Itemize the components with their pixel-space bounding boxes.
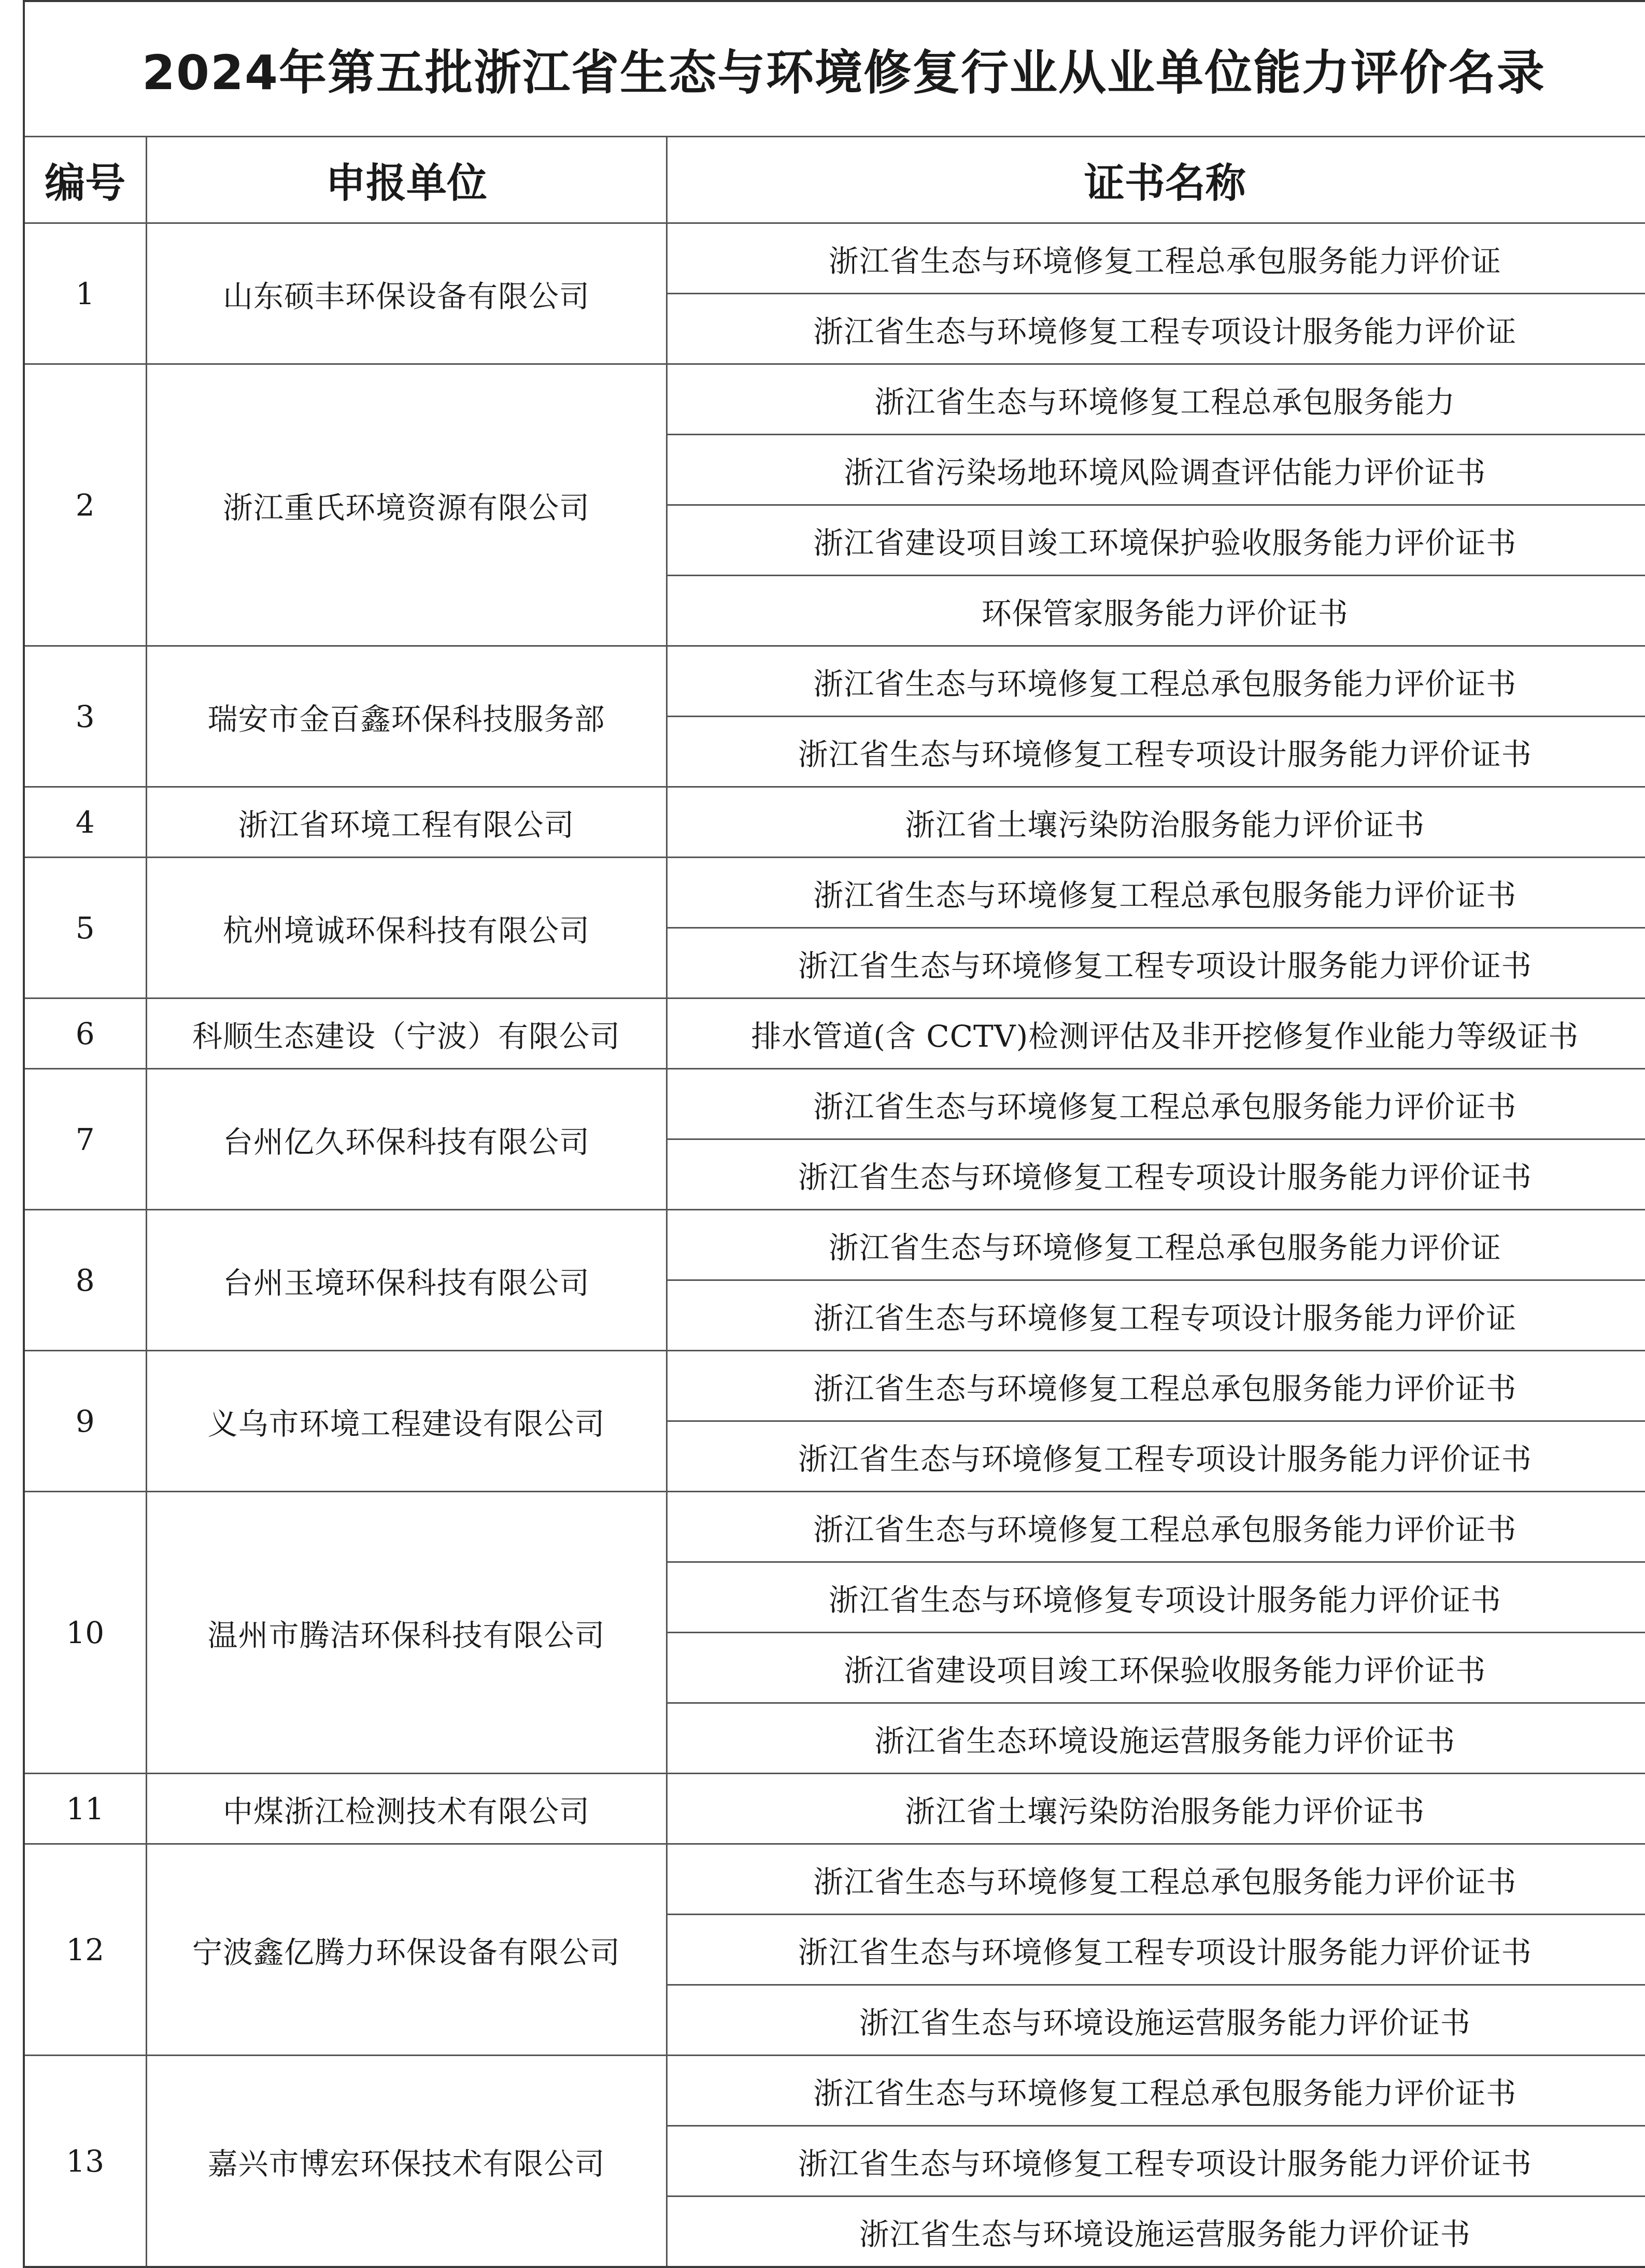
entry-number: 8 — [24, 1210, 146, 1351]
certificate-name: 浙江省建设项目竣工环保验收服务能力评价证书 — [666, 1633, 1645, 1703]
applicant-unit: 山东硕丰环保设备有限公司 — [146, 223, 666, 364]
certificate-name: 浙江省生态与环境修复工程总承包服务能力评价证书 — [666, 646, 1645, 717]
entry-number: 11 — [24, 1774, 146, 1844]
entry-number: 10 — [24, 1492, 146, 1774]
certificate-name: 排水管道(含 CCTV)检测评估及非开挖修复作业能力等级证书 — [666, 999, 1645, 1069]
applicant-unit: 温州市腾洁环保科技有限公司 — [146, 1492, 666, 1774]
certificate-name: 浙江省生态与环境修复工程总承包服务能力评价证 — [666, 1210, 1645, 1280]
certificate-name: 浙江省生态与环境修复工程专项设计服务能力评价证书 — [666, 928, 1645, 999]
entry-number: 9 — [24, 1351, 146, 1492]
table-row — [24, 858, 1645, 928]
certificate-name: 浙江省生态与环境修复工程专项设计服务能力评价证 — [666, 294, 1645, 364]
certificate-name: 浙江省污染场地环境风险调查评估能力评价证书 — [666, 435, 1645, 505]
applicant-unit: 科顺生态建设（宁波）有限公司 — [146, 999, 666, 1069]
entry-number: 13 — [24, 2056, 146, 2267]
column-header-certificate: 证书名称 — [666, 137, 1645, 223]
certificate-name: 浙江省建设项目竣工环境保护验收服务能力评价证书 — [666, 505, 1645, 576]
applicant-unit: 台州玉境环保科技有限公司 — [146, 1210, 666, 1351]
certificate-name: 浙江省生态与环境修复工程总承包服务能力评价证书 — [666, 1492, 1645, 1562]
applicant-unit: 台州亿久环保科技有限公司 — [146, 1069, 666, 1210]
table-row — [24, 364, 1645, 435]
entry-number: 6 — [24, 999, 146, 1069]
certificate-name: 浙江省生态与环境修复专项设计服务能力评价证书 — [666, 1562, 1645, 1633]
certificate-name: 浙江省生态与环境修复工程专项设计服务能力评价证书 — [666, 1915, 1645, 1985]
certificate-name: 浙江省生态与环境修复工程总承包服务能力评价证 — [666, 223, 1645, 294]
certificate-name: 浙江省土壤污染防治服务能力评价证书 — [666, 787, 1645, 858]
applicant-unit: 浙江重氏环境资源有限公司 — [146, 364, 666, 646]
table-row — [24, 1069, 1645, 1139]
document-sheet — [23, 0, 1645, 2266]
table-row — [24, 223, 1645, 294]
table-row — [24, 646, 1645, 717]
table-row — [24, 1492, 1645, 1562]
certificate-name: 浙江省土壤污染防治服务能力评价证书 — [666, 1774, 1645, 1844]
certificate-name: 浙江省生态与环境修复工程专项设计服务能力评价证书 — [666, 1421, 1645, 1492]
column-header-unit: 申报单位 — [146, 137, 666, 223]
entry-number: 3 — [24, 646, 146, 787]
applicant-unit: 中煤浙江检测技术有限公司 — [146, 1774, 666, 1844]
applicant-unit: 宁波鑫亿腾力环保设备有限公司 — [146, 1844, 666, 2056]
roster-body — [24, 223, 1645, 2267]
table-row — [24, 2056, 1645, 2126]
applicant-unit: 嘉兴市博宏环保技术有限公司 — [146, 2056, 666, 2267]
certificate-name: 浙江省生态与环境修复工程总承包服务能力评价证书 — [666, 1351, 1645, 1421]
evaluation-roster-table — [23, 0, 1645, 2268]
entry-number: 5 — [24, 858, 146, 999]
certificate-name: 浙江省生态与环境设施运营服务能力评价证书 — [666, 2196, 1645, 2267]
certificate-name: 浙江省生态与环境修复工程专项设计服务能力评价证书 — [666, 1139, 1645, 1210]
certificate-name: 环保管家服务能力评价证书 — [666, 576, 1645, 646]
certificate-name: 浙江省生态与环境修复工程总承包服务能力评价证书 — [666, 2056, 1645, 2126]
certificate-name: 浙江省生态与环境修复工程专项设计服务能力评价证书 — [666, 2126, 1645, 2196]
entry-number: 1 — [24, 223, 146, 364]
applicant-unit: 瑞安市金百鑫环保科技服务部 — [146, 646, 666, 787]
table-row — [24, 999, 1645, 1069]
certificate-name: 浙江省生态与环境修复工程专项设计服务能力评价证书 — [666, 717, 1645, 787]
table-row — [24, 787, 1645, 858]
table-row — [24, 1351, 1645, 1421]
applicant-unit: 浙江省环境工程有限公司 — [146, 787, 666, 858]
certificate-name: 浙江省生态与环境修复工程总承包服务能力 — [666, 364, 1645, 435]
certificate-name: 浙江省生态与环境修复工程总承包服务能力评价证书 — [666, 858, 1645, 928]
applicant-unit: 义乌市环境工程建设有限公司 — [146, 1351, 666, 1492]
document-title: 2024年第五批浙江省生态与环境修复行业从业单位能力评价名录 — [24, 1, 1645, 137]
table-row — [24, 1210, 1645, 1280]
entry-number: 4 — [24, 787, 146, 858]
entry-number: 2 — [24, 364, 146, 646]
column-header-number: 编号 — [24, 137, 146, 223]
certificate-name: 浙江省生态与环境设施运营服务能力评价证书 — [666, 1985, 1645, 2056]
entry-number: 12 — [24, 1844, 146, 2056]
entry-number: 7 — [24, 1069, 146, 1210]
table-row — [24, 1844, 1645, 1915]
table-row — [24, 1774, 1645, 1844]
certificate-name: 浙江省生态与环境修复工程总承包服务能力评价证书 — [666, 1844, 1645, 1915]
certificate-name: 浙江省生态与环境修复工程总承包服务能力评价证书 — [666, 1069, 1645, 1139]
applicant-unit: 杭州境诚环保科技有限公司 — [146, 858, 666, 999]
certificate-name: 浙江省生态与环境修复工程专项设计服务能力评价证 — [666, 1280, 1645, 1351]
certificate-name: 浙江省生态环境设施运营服务能力评价证书 — [666, 1703, 1645, 1774]
